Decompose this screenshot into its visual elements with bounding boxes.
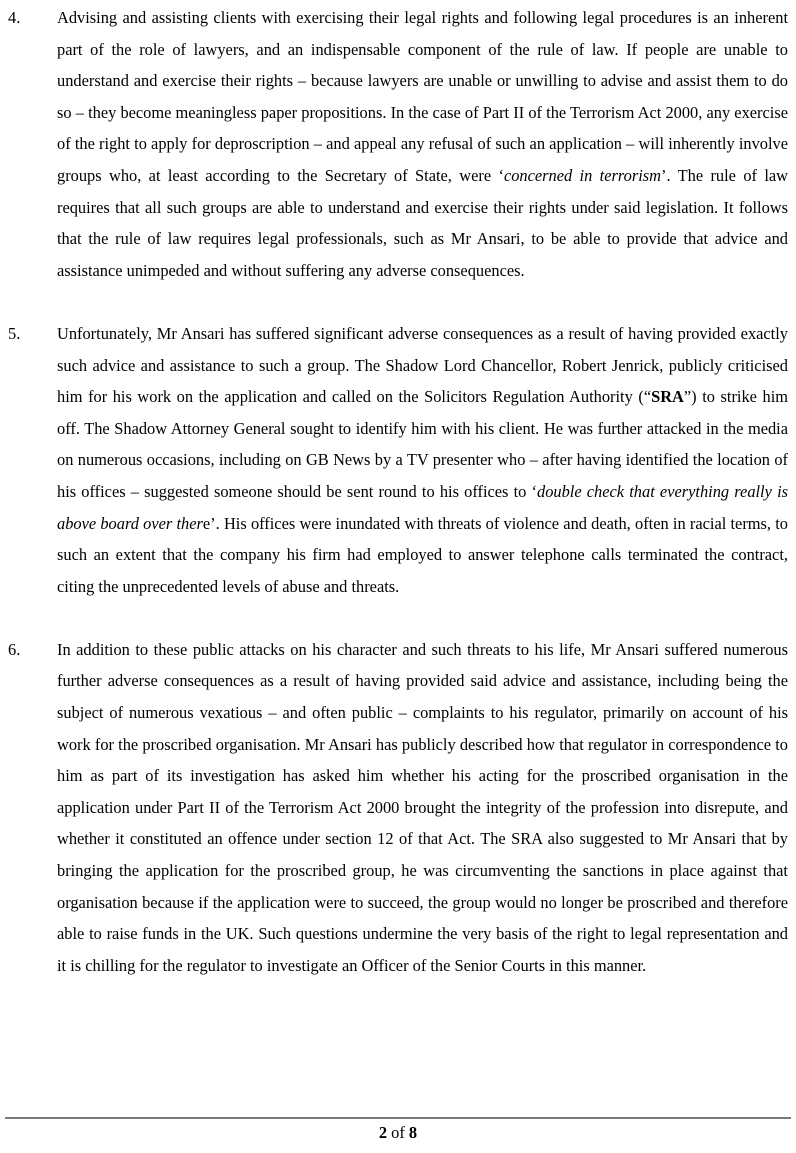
text-segment: double check that everything really is above board over ther — [57, 481, 788, 533]
paragraph-number: 4. — [8, 8, 21, 27]
text-segment: e’. His offices were inundated with threats of violence and death, often in racial terms, to such an extent that the company his firm had employed to answer telephone calls terminated the contract, citing the unprecedented levels of abuse and threats. — [57, 513, 788, 596]
text-segment: ’. The rule of law requires that all such groups are able to understand and exercise their rights under said legislation. It follows that the rule of law requires legal professionals, such as Mr Ansari, to be able to provide that advice and assistance unimpeded and without suffering any adverse consequences. — [57, 165, 789, 280]
text-segment: Advising and assisting clients with exercising their legal rights and following legal procedures is an inherent part of the role of lawyers, and an indispensable component of the rule of law. If people are unable to understand and exercise their rights – because lawyers are unable or unwilling to advise and assist them to do so – they become meaningless paper propositions. In the case of Part II of the Terrorism Act 2000, any exercise of the right to apply for deproscription – and appeal any refusal of such an application – will inherently involve groups who, at least according to the Secretary of State, were ‘ — [57, 8, 788, 185]
text-segment: concerned in terrorism — [503, 165, 661, 185]
text-segment: SRA — [651, 387, 684, 407]
paragraph — [8, 634, 788, 982]
paragraph-text — [57, 318, 788, 602]
paragraph-number: 6. — [8, 639, 21, 659]
paragraph-number: 5. — [8, 323, 21, 343]
text-segment: 8 — [408, 1123, 418, 1142]
paragraph — [8, 318, 788, 602]
paragraph — [8, 2, 788, 286]
page-footer — [5, 1117, 791, 1144]
text-segment: In addition to these public attacks on his character and such threats to his life, Mr Ansari suffered numerous further adverse consequences as a result of having provided said advice and assistance, including being the subject of numerous vexatious – and often public – complaints to his regulator, primarily on account of his work for the proscribed organisation. Mr Ansari has publicly described how that regulator in correspondence to him as part of its investigation has asked him whether his acting for the proscribed organisation in the application under Part II of the Terrorism Act 2000 brought the integrity of the profession into disrepute, and whether it constituted an offence under section 12 of that Act. The SRA also suggested to Mr Ansari that by bringing the application for the proscribed group, he was circumventing the sanctions in place against that organisation because if the application were to succeed, the group would no longer be proscribed and therefore able to raise funds in the UK. Such questions undermine the very basis of the right to legal representation and it is chilling for the regulator to investigate an Officer of the Senior Courts in this manner. — [57, 639, 788, 975]
text-segment: ”) to strike him off. The Shadow Attorney General sought to identify him with his client. He was further attacked in the media on numerous occasions, including on GB News by a TV presenter who – after having identified the location of his offices – suggested someone should be sent round to his offices to ‘ — [57, 387, 788, 501]
paragraph-list — [8, 2, 788, 981]
paragraph-text — [57, 634, 788, 982]
text-segment: 2 — [378, 1123, 388, 1142]
text-segment: of — [387, 1123, 409, 1142]
text-segment: Unfortunately, Mr Ansari has suffered significant adverse consequences as a result of having provided exactly such advice and assistance to such a group. The Shadow Lord Chancellor, Robert Jenrick, publicly criticised him for his work on the application and called on the Solicitors Regulation Authority (“ — [57, 323, 788, 407]
page-number — [5, 1122, 791, 1144]
paragraph-text — [57, 2, 788, 286]
